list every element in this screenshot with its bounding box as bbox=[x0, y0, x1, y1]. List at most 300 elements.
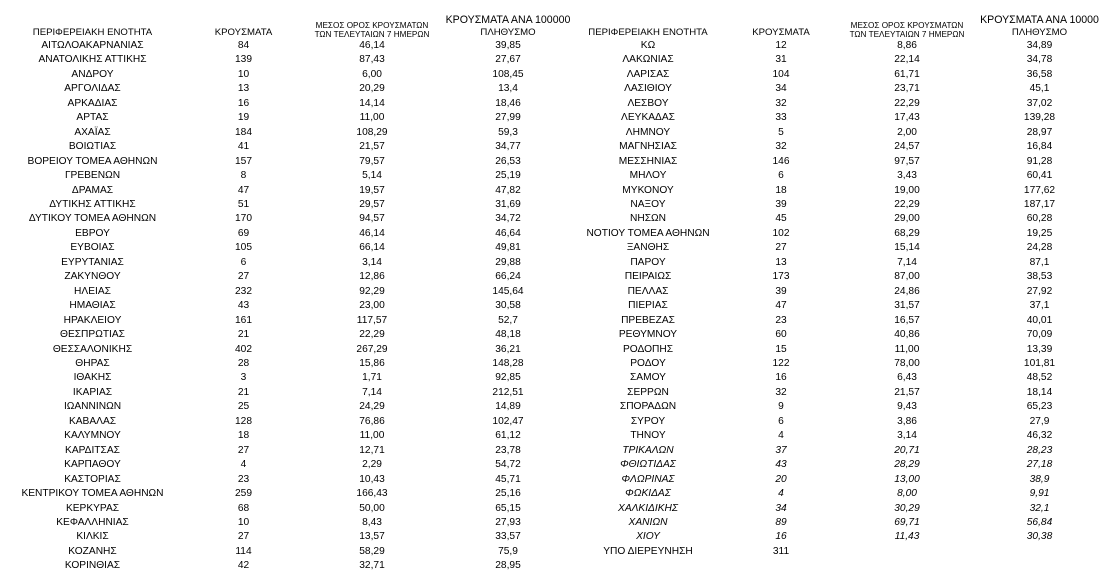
region-cell: ΚΕΦΑΛΛΗΝΙΑΣ bbox=[56, 516, 129, 528]
cases-cell: 34 bbox=[775, 83, 787, 95]
region-cell: ΘΗΡΑΣ bbox=[75, 357, 110, 369]
cases-cell: 69 bbox=[237, 227, 250, 239]
cases-cell: 25 bbox=[237, 401, 250, 413]
region-cell: ΒΟΙΩΤΙΑΣ bbox=[68, 141, 117, 153]
table-row bbox=[0, 487, 574, 501]
per-100k-cell: 66,24 bbox=[495, 271, 521, 283]
table-row bbox=[0, 530, 574, 544]
table-row bbox=[574, 111, 1105, 125]
per-100k-cell: 27,92 bbox=[1026, 285, 1053, 297]
per-100k-cell: 34,72 bbox=[495, 213, 521, 225]
per-100k-cell: 16,84 bbox=[1026, 141, 1053, 153]
region-cell: ΣΠΟΡΑΔΩΝ bbox=[619, 401, 677, 413]
table-row bbox=[0, 126, 574, 140]
table-row bbox=[0, 444, 574, 458]
cases-cell: 33 bbox=[775, 112, 787, 124]
per-100k-cell: 13,39 bbox=[1026, 343, 1053, 355]
cases-cell: 37 bbox=[775, 444, 787, 456]
region-cell: ΑΧΑΪΑΣ bbox=[74, 126, 111, 138]
region-cell: ΑΡΚΑΔΙΑΣ bbox=[67, 97, 118, 109]
per-100k-cell: 54,72 bbox=[495, 459, 521, 471]
avg-cell: 108,29 bbox=[356, 126, 388, 138]
region-cell: ΚΩ bbox=[640, 40, 656, 51]
per-100k-cell: 40,01 bbox=[1026, 314, 1053, 326]
cases-cell: 21 bbox=[237, 386, 250, 398]
per-100k-cell: 139,28 bbox=[1023, 112, 1056, 124]
avg-cell: 22,29 bbox=[894, 198, 920, 210]
table-row bbox=[574, 285, 1105, 299]
table-row bbox=[0, 285, 574, 299]
region-cell: ΑΝΔΡΟΥ bbox=[71, 68, 114, 80]
per-100k-cell: 91,28 bbox=[1026, 155, 1053, 167]
region-cell: ΕΒΡΟΥ bbox=[75, 227, 110, 239]
header-region: ΠΕΡΙΦΕΡΕΙΑΚΗ ΕΝΟΤΗΤΑ bbox=[32, 27, 153, 39]
region-cell: ΛΑΚΩΝΙΑΣ bbox=[622, 54, 674, 66]
region-cell: ΗΡΑΚΛΕΙΟΥ bbox=[63, 314, 122, 326]
per-100k-cell: 19,25 bbox=[1026, 227, 1053, 239]
per-100k-cell: 187,17 bbox=[1023, 198, 1056, 210]
table-row bbox=[574, 39, 1105, 53]
cases-cell: 68 bbox=[237, 502, 250, 514]
cases-cell: 89 bbox=[775, 516, 787, 528]
region-cell: ΔΡΑΜΑΣ bbox=[71, 184, 114, 196]
table-row bbox=[574, 357, 1105, 371]
cases-cell: 170 bbox=[235, 213, 252, 225]
cases-cell: 114 bbox=[235, 545, 252, 557]
cases-cell: 42 bbox=[237, 560, 250, 572]
table-row bbox=[0, 39, 574, 53]
avg-cell: 24,29 bbox=[359, 401, 385, 413]
per-100k-cell: 37,02 bbox=[1026, 97, 1053, 109]
table-row bbox=[0, 357, 574, 371]
cases-cell: 21 bbox=[237, 329, 250, 341]
avg-cell: 20,29 bbox=[359, 83, 385, 95]
per-100k-cell: 13,4 bbox=[498, 83, 518, 95]
per-100k-cell: 27,93 bbox=[495, 516, 521, 528]
avg-cell: 79,57 bbox=[359, 155, 385, 167]
table-row bbox=[0, 270, 574, 284]
table-row bbox=[0, 82, 574, 96]
region-cell: ΝΟΤΙΟΥ ΤΟΜΕΑ ΑΘΗΝΩΝ bbox=[586, 227, 710, 239]
region-cell: ΡΟΔΟΠΗΣ bbox=[622, 343, 674, 355]
table-row bbox=[574, 126, 1105, 140]
region-cell: ΖΑΚΥΝΘΟΥ bbox=[64, 271, 121, 283]
avg-cell: 11,00 bbox=[894, 343, 920, 355]
avg-cell: 24,86 bbox=[894, 285, 920, 297]
per-100k-cell: 9,91 bbox=[1029, 488, 1050, 500]
avg-cell: 28,29 bbox=[894, 459, 920, 471]
table-row bbox=[574, 458, 1105, 472]
table-row bbox=[574, 82, 1105, 96]
avg-cell: 69,71 bbox=[894, 516, 920, 528]
cases-cell: 32 bbox=[775, 141, 787, 153]
avg-cell: 7,14 bbox=[362, 386, 382, 398]
per-100k-cell: 27,9 bbox=[1029, 415, 1050, 427]
cases-table-left bbox=[0, 8, 574, 574]
per-100k-cell: 28,97 bbox=[1026, 126, 1053, 138]
per-100k-cell: 60,41 bbox=[1026, 170, 1053, 182]
cases-cell: 32 bbox=[775, 97, 787, 109]
cases-cell: 6 bbox=[240, 256, 247, 268]
avg-cell: 46,14 bbox=[359, 227, 385, 239]
header-cases: ΚΡΟΥΣΜΑΤΑ bbox=[752, 27, 810, 39]
avg-cell: 15,14 bbox=[894, 242, 920, 254]
table-row bbox=[574, 386, 1105, 400]
avg-cell: 23,71 bbox=[894, 83, 920, 95]
per-100k-cell: 48,52 bbox=[1026, 372, 1053, 384]
region-cell: ΕΥΡΥΤΑΝΙΑΣ bbox=[61, 256, 124, 268]
cases-cell: 45 bbox=[775, 213, 787, 225]
cases-cell: 47 bbox=[237, 184, 250, 196]
per-100k-cell: 38,53 bbox=[1026, 271, 1053, 283]
region-cell: ΧΑΛΚΙΔΙΚΗΣ bbox=[618, 502, 678, 514]
region-cell: ΛΕΣΒΟΥ bbox=[627, 97, 669, 109]
cases-cell: 15 bbox=[775, 343, 787, 355]
right-table-body bbox=[574, 39, 1105, 559]
avg-cell: 87,43 bbox=[359, 54, 385, 66]
cases-cell: 20 bbox=[775, 473, 787, 485]
cases-cell: 27 bbox=[775, 242, 787, 254]
avg-cell: 58,29 bbox=[359, 545, 385, 557]
region-cell: ΛΑΣΙΘΙΟΥ bbox=[624, 83, 672, 95]
table-row bbox=[0, 415, 574, 429]
avg-cell: 12,71 bbox=[359, 444, 385, 456]
per-100k-cell: 38,9 bbox=[1029, 473, 1050, 485]
table-row bbox=[0, 429, 574, 443]
region-cell: ΡΕΘΥΜΝΟΥ bbox=[618, 329, 678, 341]
per-100k-cell: 18,46 bbox=[495, 97, 521, 109]
avg-cell: 22,29 bbox=[894, 97, 920, 109]
cases-cell: 39 bbox=[775, 285, 787, 297]
avg-cell: 29,57 bbox=[359, 198, 385, 210]
cases-cell: 10 bbox=[237, 68, 250, 80]
per-100k-cell: 49,81 bbox=[495, 242, 521, 254]
avg-cell: 8,86 bbox=[897, 40, 917, 51]
per-100k-cell: 60,28 bbox=[1026, 213, 1053, 225]
region-cell: ΑΙΤΩΛΟΑΚΑΡΝΑΝΙΑΣ bbox=[41, 40, 144, 51]
avg-cell: 117,57 bbox=[356, 314, 388, 326]
region-cell: ΥΠΟ ΔΙΕΡΕΥΝΗΣΗ bbox=[603, 545, 693, 557]
avg-cell: 3,14 bbox=[362, 256, 382, 268]
avg-cell: 61,71 bbox=[894, 68, 920, 80]
per-100k-cell: 65,23 bbox=[1026, 401, 1053, 413]
per-100k-cell: 30,38 bbox=[1026, 531, 1053, 543]
table-row bbox=[574, 429, 1105, 443]
avg-cell: 8,00 bbox=[897, 488, 917, 500]
avg-cell: 17,43 bbox=[894, 112, 920, 124]
table-row bbox=[574, 314, 1105, 328]
region-cell: ΣΑΜΟΥ bbox=[630, 372, 666, 384]
region-cell: ΑΡΤΑΣ bbox=[76, 112, 109, 124]
region-cell: ΠΕΛΛΑΣ bbox=[627, 285, 669, 297]
cases-cell: 13 bbox=[237, 83, 250, 95]
per-100k-cell: 45,71 bbox=[495, 473, 521, 485]
per-100k-cell: 25,16 bbox=[495, 488, 521, 500]
cases-cell: 8 bbox=[240, 170, 247, 182]
table-row bbox=[0, 68, 574, 82]
header-cases: ΚΡΟΥΣΜΑΤΑ bbox=[214, 27, 273, 39]
table-row bbox=[574, 328, 1105, 342]
table-row bbox=[0, 97, 574, 111]
table-row bbox=[0, 241, 574, 255]
avg-cell: 50,00 bbox=[359, 502, 385, 514]
cases-cell: 28 bbox=[237, 357, 250, 369]
cases-cell: 157 bbox=[235, 155, 252, 167]
avg-cell: 29,00 bbox=[894, 213, 920, 225]
region-cell: ΦΘΙΩΤΙΔΑΣ bbox=[620, 459, 676, 471]
region-cell: ΜΕΣΣΗΝΙΑΣ bbox=[618, 155, 678, 167]
per-100k-cell: 34,78 bbox=[1026, 54, 1053, 66]
cases-cell: 232 bbox=[235, 285, 252, 297]
cases-cell: 27 bbox=[237, 444, 250, 456]
per-100k-cell: 28,23 bbox=[1026, 444, 1053, 456]
cases-cell: 18 bbox=[775, 184, 787, 196]
region-cell: ΠΑΡΟΥ bbox=[630, 256, 666, 268]
table-row bbox=[574, 530, 1105, 544]
per-100k-cell: 28,95 bbox=[495, 560, 521, 572]
table-row bbox=[574, 241, 1105, 255]
region-cell: ΚΟΡΙΝΘΙΑΣ bbox=[64, 560, 121, 572]
per-100k-cell: 27,99 bbox=[495, 112, 521, 124]
per-100k-cell: 36,21 bbox=[495, 343, 521, 355]
cases-cell: 161 bbox=[235, 314, 252, 326]
per-100k-cell: 59,3 bbox=[498, 126, 518, 138]
table-row bbox=[574, 343, 1105, 357]
avg-cell: 21,57 bbox=[359, 141, 385, 153]
per-100k-cell: 25,19 bbox=[495, 170, 521, 182]
table-row bbox=[574, 516, 1105, 530]
region-cell: ΑΝΑΤΟΛΙΚΗΣ ΑΤΤΙΚΗΣ bbox=[38, 54, 147, 66]
cases-cell: 23 bbox=[237, 473, 250, 485]
per-100k-cell: 31,69 bbox=[495, 198, 521, 210]
avg-cell: 87,00 bbox=[894, 271, 920, 283]
cases-cell: 27 bbox=[237, 531, 250, 543]
cases-cell: 41 bbox=[237, 141, 250, 153]
table-row bbox=[574, 473, 1105, 487]
region-cell: ΦΛΩΡΙΝΑΣ bbox=[621, 473, 675, 485]
per-100k-cell: 102,47 bbox=[492, 415, 524, 427]
per-100k-cell: 65,15 bbox=[495, 502, 521, 514]
table-row bbox=[574, 415, 1105, 429]
table-row bbox=[574, 270, 1105, 284]
cases-cell: 43 bbox=[775, 459, 787, 471]
table-row bbox=[574, 68, 1105, 82]
avg-cell: 32,71 bbox=[359, 560, 385, 572]
per-100k-cell: 18,14 bbox=[1026, 386, 1053, 398]
table-row bbox=[574, 487, 1105, 501]
per-100k-cell: 29,88 bbox=[495, 256, 521, 268]
region-cell: ΦΩΚΙΔΑΣ bbox=[625, 488, 671, 500]
table-row bbox=[574, 502, 1105, 516]
region-cell: ΘΕΣΣΑΛΟΝΙΚΗΣ bbox=[52, 343, 133, 355]
per-100k-cell: 70,09 bbox=[1026, 329, 1053, 341]
table-row bbox=[574, 444, 1105, 458]
avg-cell: 14,14 bbox=[359, 97, 385, 109]
region-cell: ΜΑΓΝΗΣΙΑΣ bbox=[619, 141, 677, 153]
cases-cell: 23 bbox=[775, 314, 787, 326]
avg-cell: 94,57 bbox=[359, 213, 385, 225]
header-avg-7-days: ΜΕΣΟΣ ΟΡΟΣ ΚΡΟΥΣΜΑΤΩΝ ΤΩΝ ΤΕΛΕΥΤΑΙΩΝ 7 ΗΜΕΡΩΝ bbox=[849, 20, 965, 39]
per-100k-cell: 52,7 bbox=[498, 314, 518, 326]
region-cell: ΧΙΟΥ bbox=[636, 531, 660, 543]
region-cell: ΚΕΝΤΡΙΚΟΥ ΤΟΜΕΑ ΑΘΗΝΩΝ bbox=[21, 488, 164, 500]
region-cell: ΒΟΡΕΙΟΥ ΤΟΜΕΑ ΑΘΗΝΩΝ bbox=[27, 155, 158, 167]
avg-cell: 166,43 bbox=[356, 488, 388, 500]
avg-cell: 267,29 bbox=[356, 343, 388, 355]
region-cell: ΜΥΚΟΝΟΥ bbox=[622, 184, 674, 196]
per-100k-cell: 39,85 bbox=[495, 40, 521, 51]
table-row bbox=[0, 371, 574, 385]
table-row bbox=[0, 559, 574, 573]
table-row bbox=[0, 169, 574, 183]
avg-cell: 8,43 bbox=[362, 516, 382, 528]
table-row bbox=[574, 184, 1105, 198]
avg-cell: 19,00 bbox=[894, 184, 920, 196]
avg-cell: 31,57 bbox=[894, 300, 920, 312]
cases-cell: 19 bbox=[237, 112, 250, 124]
region-cell: ΜΗΛΟΥ bbox=[629, 170, 667, 182]
per-100k-cell: 24,28 bbox=[1026, 242, 1053, 254]
table-row bbox=[574, 212, 1105, 226]
table-row bbox=[574, 198, 1105, 212]
avg-cell: 11,00 bbox=[359, 112, 385, 124]
region-cell: ΝΗΣΩΝ bbox=[630, 213, 666, 225]
avg-cell: 6,00 bbox=[362, 68, 382, 80]
table-row bbox=[574, 53, 1105, 67]
table-row bbox=[574, 371, 1105, 385]
table-row bbox=[0, 184, 574, 198]
per-100k-cell: 148,28 bbox=[492, 357, 524, 369]
avg-cell: 2,00 bbox=[897, 126, 917, 138]
table-row bbox=[574, 155, 1105, 169]
header-per-100k: ΚΡΟΥΣΜΑΤΑ ΑΝΑ 100000 ΠΛΗΘΥΣΜΟ bbox=[445, 14, 571, 39]
cases-cell: 146 bbox=[772, 155, 790, 167]
per-100k-cell: 23,78 bbox=[495, 444, 521, 456]
table-row bbox=[0, 516, 574, 530]
table-row bbox=[574, 299, 1105, 313]
region-cell: ΔΥΤΙΚΗΣ ΑΤΤΙΚΗΣ bbox=[49, 198, 136, 210]
region-cell: ΑΡΓΟΛΙΔΑΣ bbox=[64, 83, 121, 95]
avg-cell: 12,86 bbox=[359, 271, 385, 283]
avg-cell: 23,00 bbox=[359, 300, 385, 312]
cases-table-right bbox=[574, 8, 1105, 559]
avg-cell: 40,86 bbox=[894, 329, 920, 341]
cases-cell: 18 bbox=[237, 430, 250, 442]
region-cell: ΛΑΡΙΣΑΣ bbox=[626, 68, 670, 80]
cases-cell: 4 bbox=[778, 430, 784, 442]
cases-cell: 32 bbox=[775, 386, 787, 398]
avg-cell: 6,43 bbox=[897, 372, 917, 384]
region-cell: ΚΑΡΔΙΤΣΑΣ bbox=[65, 444, 120, 456]
per-100k-cell: 34,77 bbox=[495, 141, 521, 153]
per-100k-cell bbox=[974, 545, 1105, 559]
per-100k-cell: 212,51 bbox=[492, 386, 524, 398]
cases-cell: 5 bbox=[778, 126, 784, 138]
region-cell: ΚΙΛΚΙΣ bbox=[76, 531, 109, 543]
region-cell: ΗΛΕΙΑΣ bbox=[74, 285, 111, 297]
region-cell: ΧΑΝΙΩΝ bbox=[628, 516, 668, 528]
avg-cell: 7,14 bbox=[897, 256, 917, 268]
avg-cell: 22,14 bbox=[894, 54, 920, 66]
cases-cell: 105 bbox=[235, 242, 252, 254]
table-row bbox=[0, 53, 574, 67]
cases-cell: 16 bbox=[775, 372, 787, 384]
table-row bbox=[574, 227, 1105, 241]
table-row bbox=[0, 256, 574, 270]
region-cell: ΣΕΡΡΩΝ bbox=[627, 386, 669, 398]
region-cell: ΝΑΞΟΥ bbox=[630, 198, 666, 210]
per-100k-cell: 30,58 bbox=[495, 300, 521, 312]
cases-cell: 16 bbox=[237, 97, 250, 109]
region-cell: ΠΙΕΡΙΑΣ bbox=[628, 300, 668, 312]
table-row bbox=[0, 473, 574, 487]
avg-cell: 46,14 bbox=[359, 40, 385, 51]
avg-cell: 13,57 bbox=[359, 531, 385, 543]
region-cell: ΚΕΡΚΥΡΑΣ bbox=[65, 502, 120, 514]
avg-cell: 11,00 bbox=[359, 430, 385, 442]
avg-cell: 22,29 bbox=[359, 329, 385, 341]
table-row bbox=[0, 400, 574, 414]
table-row bbox=[0, 299, 574, 313]
cases-cell: 4 bbox=[240, 459, 247, 471]
cases-cell: 51 bbox=[237, 198, 250, 210]
avg-cell: 9,43 bbox=[897, 401, 917, 413]
avg-cell: 3,86 bbox=[897, 415, 917, 427]
per-100k-cell: 27,67 bbox=[495, 54, 521, 66]
per-100k-cell: 33,57 bbox=[495, 531, 521, 543]
cases-cell: 184 bbox=[235, 126, 252, 138]
per-100k-cell: 32,1 bbox=[1029, 502, 1050, 514]
per-100k-cell: 87,1 bbox=[1029, 256, 1050, 268]
per-100k-cell: 46,64 bbox=[495, 227, 521, 239]
cases-cell: 6 bbox=[778, 415, 784, 427]
region-cell: ΚΟΖΑΝΗΣ bbox=[68, 545, 117, 557]
avg-cell: 19,57 bbox=[359, 184, 385, 196]
per-100k-cell: 56,84 bbox=[1026, 516, 1053, 528]
table-row bbox=[0, 328, 574, 342]
cases-cell: 10 bbox=[237, 516, 250, 528]
table-row bbox=[574, 97, 1105, 111]
cases-cell: 139 bbox=[235, 54, 252, 66]
region-cell: ΛΕΥΚΑΔΑΣ bbox=[621, 112, 675, 124]
table-row bbox=[0, 502, 574, 516]
region-cell: ΛΗΜΝΟΥ bbox=[625, 126, 671, 138]
region-cell: ΚΑΡΠΑΘΟΥ bbox=[64, 459, 121, 471]
avg-cell: 92,29 bbox=[359, 285, 385, 297]
region-cell: ΤΗΝΟΥ bbox=[630, 430, 666, 442]
region-cell: ΠΕΙΡΑΙΩΣ bbox=[624, 271, 672, 283]
cases-cell: 173 bbox=[772, 271, 790, 283]
avg-cell: 15,86 bbox=[359, 357, 385, 369]
region-cell: ΙΩΑΝΝΙΝΩΝ bbox=[63, 401, 122, 413]
region-cell: ΞΑΝΘΗΣ bbox=[626, 242, 670, 254]
per-100k-cell: 26,53 bbox=[495, 155, 521, 167]
region-cell: ΚΑΣΤΟΡΙΑΣ bbox=[64, 473, 121, 485]
cases-cell: 9 bbox=[778, 401, 784, 413]
per-100k-cell: 92,85 bbox=[495, 372, 521, 384]
per-100k-cell: 14,89 bbox=[495, 401, 521, 413]
avg-cell: 10,43 bbox=[359, 473, 385, 485]
per-100k-cell: 27,18 bbox=[1026, 459, 1053, 471]
avg-cell: 16,57 bbox=[894, 314, 920, 326]
avg-cell: 66,14 bbox=[359, 242, 385, 254]
cases-cell: 128 bbox=[235, 415, 252, 427]
cases-cell: 34 bbox=[775, 502, 787, 514]
cases-cell: 31 bbox=[775, 54, 787, 66]
avg-cell: 24,57 bbox=[894, 141, 920, 153]
region-cell: ΙΚΑΡΙΑΣ bbox=[72, 386, 113, 398]
avg-cell: 20,71 bbox=[894, 444, 920, 456]
